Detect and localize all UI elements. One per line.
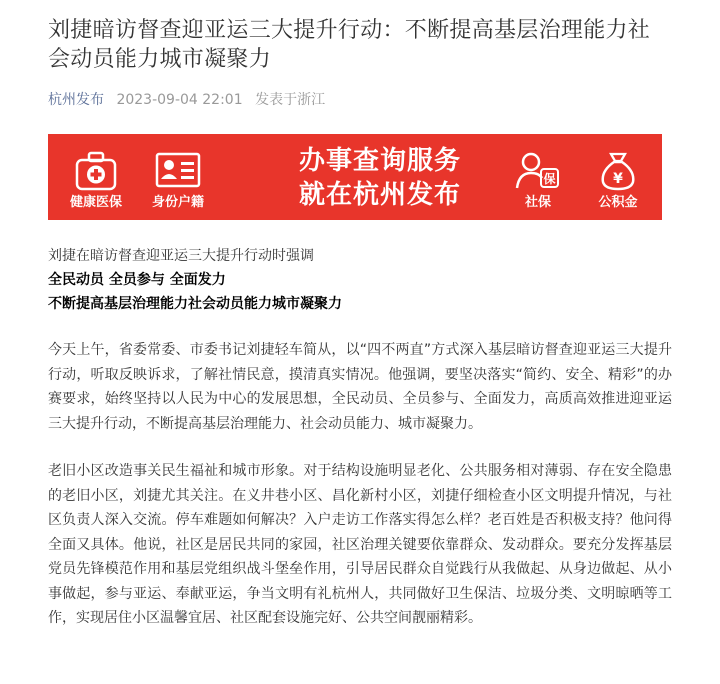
badge-text: ¥ [613, 171, 623, 187]
services-banner[interactable] [48, 134, 662, 220]
article-meta [48, 90, 672, 110]
medical-kit-icon [74, 151, 118, 191]
article-body [48, 244, 672, 631]
article-header [48, 0, 672, 110]
highlight-line-2: 不断提高基层治理能力社会动员能力城市凝聚力 [48, 296, 342, 312]
service-id-household[interactable] [138, 134, 218, 220]
id-card-icon [155, 151, 201, 189]
article-title: 刘捷暗访督查迎亚运三大提升行动：不断提高基层治理能力社会动员能力城市凝聚力 [48, 18, 651, 72]
account-name-link[interactable]: 杭州发布 [48, 92, 104, 108]
paragraph-1: 今天上午，省委常委、市委书记刘捷轻车简从，以“四不两直”方式深入基层暗访督查迎亚运三大提升行动，听取反映诉求，了解社情民意，摸清真实情况。他强调，要坚决落实“简约、安全、精彩”的办赛要求，始终坚持以人民为中心的发展思想，全民动员、全员参与、全面发力，高质高效推进迎亚运三大提升行动，不断提高基层治理能力、社会动员能力、城市凝聚力。 [48, 342, 672, 432]
service-label: 公积金 [598, 195, 638, 210]
service-label: 健康医保 [69, 195, 122, 210]
service-label: 社保 [524, 195, 551, 210]
service-health-insurance[interactable] [56, 134, 136, 220]
lead-line: 刘捷在暗访督查迎亚运三大提升行动时强调 [48, 248, 314, 264]
money-bag-icon [598, 151, 638, 191]
paragraph-2: 老旧小区改造事关民生福祉和城市形象。对于结构设施明显老化、公共服务相对薄弱、存在安全隐患的老旧小区，刘捷尤其关注。在义井巷小区、昌化新村小区，刘捷仔细检查小区文明提升情况，与社区负责人深入交流。停车难题如何解决？入户走访工作落实得怎么样？老百姓是否积极支持？他问得全面又具体。他说，社区是居民共同的家园，社区治理关键要依靠群众、发动群众。要充分发挥基层党员先锋模范作用和基层党组织战斗堡垒作用，引导居民群众自觉践行从我做起、从身边做起、从小事做起，参与亚运、奉献亚运，争当文明有礼杭州人，共同做好卫生保洁、垃圾分类、文明晾晒等工作，实现居住小区温馨宜居、社区配套设施完好、公共空间靓丽精彩。 [48, 463, 672, 626]
social-insurance-person-icon [515, 151, 561, 191]
banner-slogan [260, 144, 500, 212]
slogan-line-2: 就在杭州发布 [298, 180, 461, 210]
service-social-insurance[interactable] [498, 134, 578, 220]
highlight-line-1: 全民动员 全员参与 全面发力 [48, 272, 226, 288]
service-housing-fund[interactable] [578, 134, 658, 220]
service-label: 身份户籍 [151, 195, 204, 210]
publish-location: 发表于浙江 [255, 92, 326, 108]
publish-date: 2023-09-04 22:01 [116, 92, 243, 108]
slogan-line-1: 办事查询服务 [298, 146, 461, 176]
badge-text: 保 [543, 172, 556, 186]
